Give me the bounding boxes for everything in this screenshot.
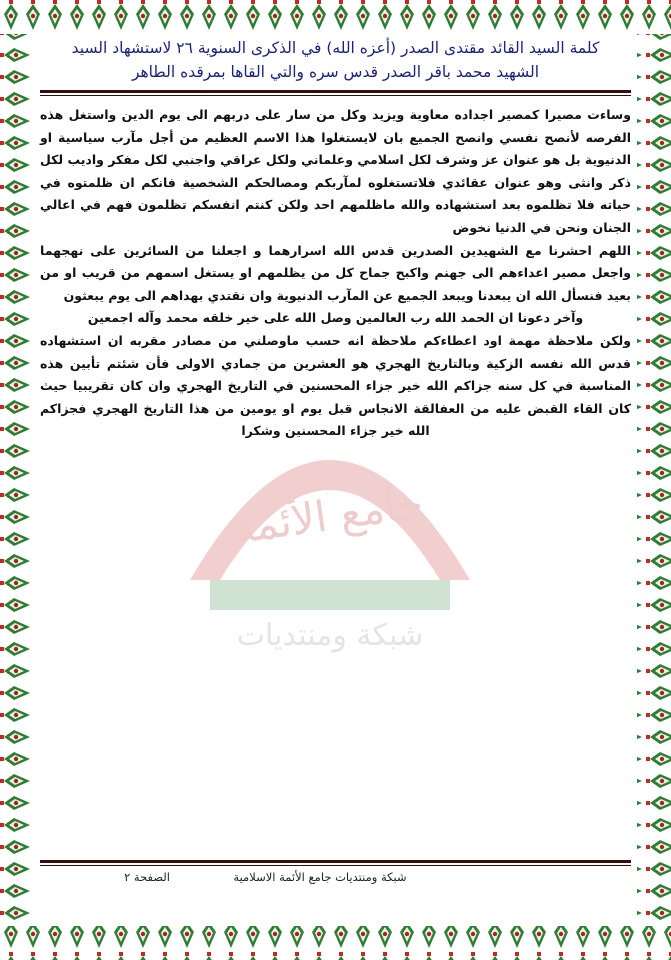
paragraph-4: ولكن ملاحظة مهمة اود اعطاءكم ملاحظة انه حسب ماوصلني من مصادر مقربه ان استشهاده قدس الله نفسه الزكية وبالتاريخ الهجري هو العشرين من جمادي الاولى فأن شئتم تأبين هذه المناسبة في كل سنه جزاكم الله خير جزاء المحسنين في التاريخ الهجري وان كان تقريبيا حيث كان القاء القبض عليه من العفالقة الانجاس قبل يوم او يومين من هذا التاريخ الهجري فجزاكم الله خير جزاء المحسنين وشكرا — [40, 332, 631, 439]
footer-divider-thin — [40, 865, 631, 866]
header-divider-thin — [40, 95, 631, 96]
page-number: الصفحة ٢ — [124, 870, 170, 884]
watermark-logo-text: جامع الأئمة — [229, 478, 427, 554]
paragraph-2: اللهم احشرنا مع الشهيدين الصدرين قدس الله اسرارهما و اجعلنا من السائرين على نهجهما واجعل مصير اعداءهم الى جهنم واكبح جماح كل من يظلمهم او يستغل اسمهم من قريب او من بعيد فنسأل الله ان يبعدنا ويبعد الجميع عن المآرب الدنيوية وان نقتدي بهداهم الى يوم يبعثون — [40, 242, 631, 303]
article-body — [40, 104, 631, 443]
watermark-sub-text: شبكة ومنتديات — [236, 618, 424, 653]
header-divider — [40, 90, 631, 93]
page-title — [40, 36, 631, 84]
paragraph-3: وآخر دعونا ان الحمد الله رب العالمين وصل الله على خير خلقه محمد وآله اجمعين — [87, 310, 584, 326]
title-line-1: كلمة السيد القائد مقتدى الصدر (أعزه الله) في الذكرى السنوية ٢٦ لاستشهاد السيد — [71, 39, 600, 57]
title-line-2: الشهيد محمد باقر الصدر قدس سره والتي القاها بمرقده الطاهر — [131, 63, 540, 81]
footer-divider — [40, 860, 631, 863]
footer-site-name: شبكة ومنتديات جامع الأئمة الاسلامية — [233, 870, 407, 884]
paragraph-1: وساءت مصيرا كمصير اجداده معاوية ويزيد وكل من سار على دربهم الى يوم الدين واستغل هذه الفرصه لأنصح نفسي وانصح الجميع بان لايستغلوا هذا الاسم العظيم من أجل مآرب سياسية او الدنيوية بل هو عنوان عز وشرف لكل اسلامي وعلماني ولكل عراقي واجنبي لكل مفكر واديب لكل ذكر وانثى وهو عنوان عقائدي فلاتستغلوه لمآربكم ومصالحكم الشخصية فانكم ان ظلمتوه في حياته فلا تظلموه بعد استشهاده والله ماظلمهم احد ولكن كنتم انفسكم تظلمون فهم في اعالي الجنان ونحن في الدنيا نخوض — [40, 107, 631, 235]
